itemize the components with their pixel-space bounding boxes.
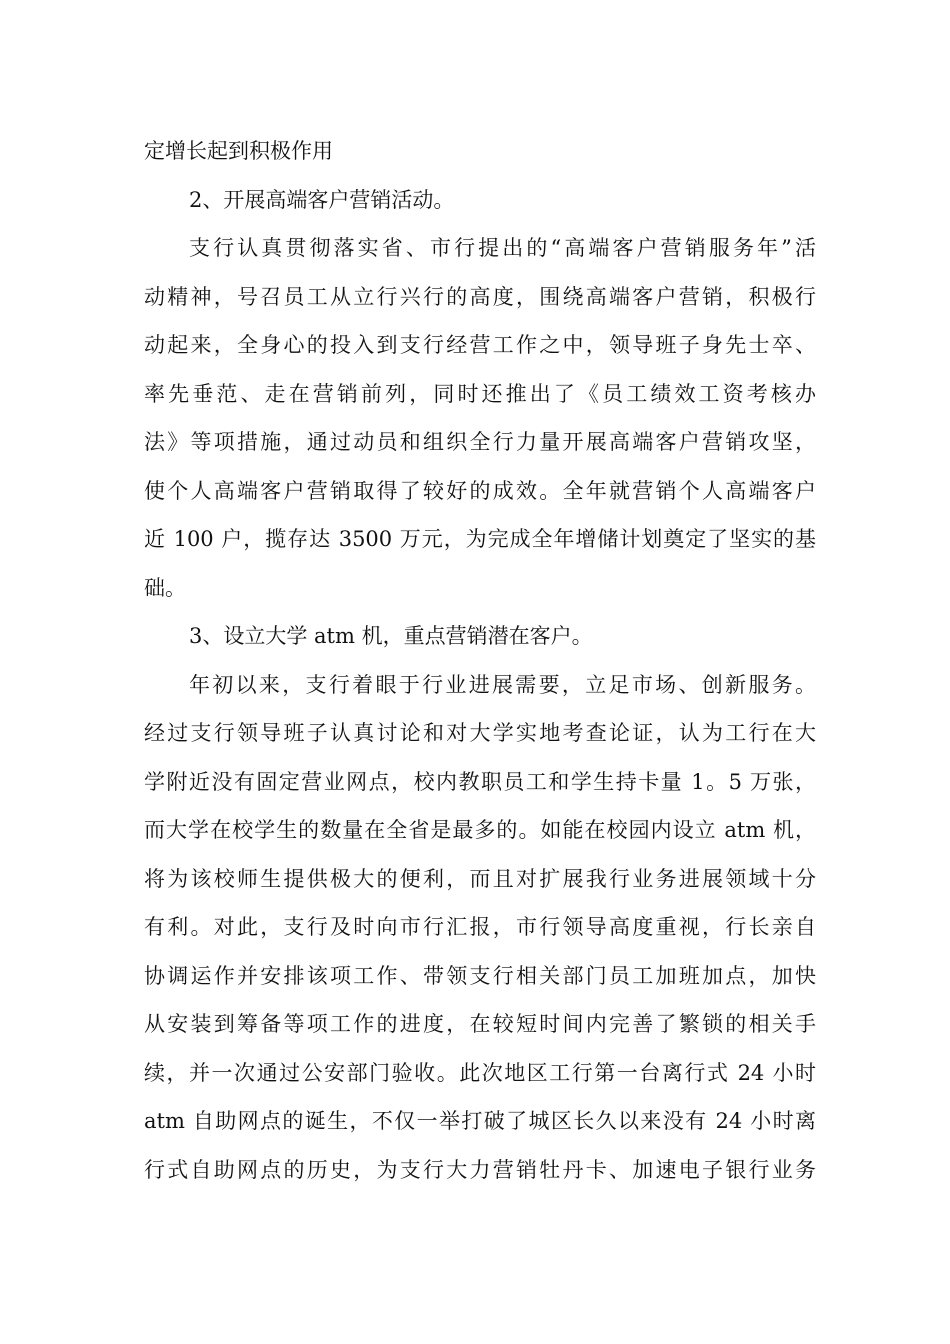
text-line: 年初以来，支行着眼于行业进展需要，立足市场、创新服务。 (189, 672, 816, 697)
text-line: 从安装到筹备等项工作的进度，在较短时间内完善了繁锁的相关手 (144, 1012, 816, 1036)
text-line: 协调运作并安排该项工作、带领支行相关部门员工加班加点，加快 (144, 963, 816, 988)
document-body (144, 127, 816, 1194)
section-heading: 2、开展高端客户营销活动。 (189, 187, 455, 212)
text-line: 经过支行领导班子认真讨论和对大学实地考查论证，认为工行在大 (144, 721, 816, 745)
text-line: atm 自助网点的诞生，不仅一举打破了城区长久以来没有 24 小时离 (144, 1109, 816, 1133)
text-line: 率先垂范、走在营销前列，同时还推出了《员工绩效工资考核办 (144, 381, 816, 406)
section-heading: 3、设立大学 atm 机，重点营销潜在客户。 (189, 624, 593, 648)
text-line: 动起来，全身心的投入到支行经营工作之中，领导班子身先士卒、 (144, 333, 816, 357)
text-line: 有利。对此，支行及时向市行汇报，市行领导高度重视，行长亲自 (144, 915, 816, 939)
text-line: 定增长起到积极作用 (144, 139, 333, 163)
text-line: 将为该校师生提供极大的便利，而且对扩展我行业务进展领域十分 (144, 866, 816, 891)
text-line: 续，并一次通过公安部门验收。此次地区工行第一台离行式 24 小时 (144, 1060, 816, 1085)
text-line: 近 100 户，揽存达 3500 万元，为完成全年增储计划奠定了坚实的基 (144, 527, 816, 551)
text-line: 础。 (144, 575, 186, 600)
text-line: 行式自助网点的历史，为支行大力营销牡丹卡、加速电子银行业务 (144, 1157, 816, 1182)
text-line: 而大学在校学生的数量在全省是最多的。如能在校园内设立 atm 机， (144, 818, 816, 842)
text-line: 支行认真贯彻落实省、市行提出的“高端客户营销服务年”活 (189, 236, 816, 260)
text-line: 法》等项措施，通过动员和组织全行力量开展高端客户营销攻坚， (144, 430, 816, 454)
text-line: 学附近没有固定营业网点，校内教职员工和学生持卡量 1。5 万张， (144, 769, 816, 794)
text-line: 使个人高端客户营销取得了较好的成效。全年就营销个人高端客户 (144, 478, 816, 503)
text-line: 动精神，号召员工从立行兴行的高度，围绕高端客户营销，积极行 (144, 284, 816, 309)
